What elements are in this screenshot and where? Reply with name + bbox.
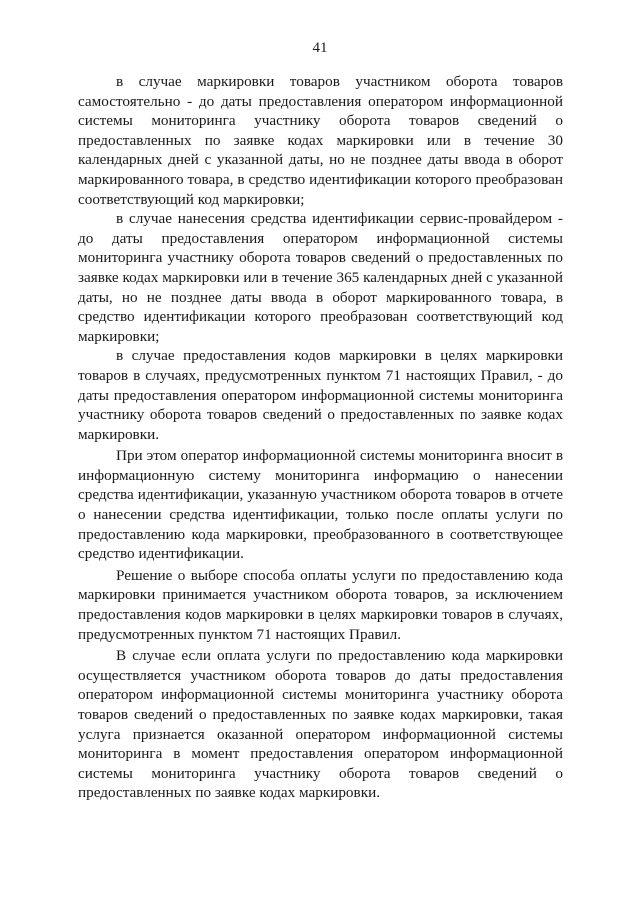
paragraph-payment-decision: Решение о выборе способа оплаты услуги по предоставлению кода маркировки принимается участником оборота товаров, за исключением предоставления кодов маркировки в целях маркировки товаров в случаях, предусмотренных пунктом 71 настоящих Правил. [78, 566, 563, 643]
document-body [78, 72, 563, 803]
paragraph-payment-before-date: В случае если оплата услуги по предоставлению кода маркировки осуществляется участником оборота товаров до даты предоставления оператором информационной системы мониторинга участнику оборота товаров сведений о предоставленных по заявке кодах маркировки, такая услуга признается оказанной оператором информационной системы мониторинга в момент предоставления оператором информационной системы мониторинга участнику оборота товаров сведений о предоставленных по заявке кодах маркировки. [78, 647, 563, 802]
paragraph-service-provider: в случае нанесения средства идентификации сервис-провайдером - до даты предоставления оператором информационной системы мониторинга участнику оборота товаров сведений о предоставленных по заявке кодах маркировки или в течение 365 календарных дней с указанной даты, но не позднее даты ввода в оборот маркированного товара, в средство идентификации которого преобразован соответствующий код маркировки; [78, 210, 563, 345]
page-number: 41 [312, 40, 328, 56]
paragraph-operator-entry: При этом оператор информационной системы мониторинга вносит в информационную систему мониторинга информацию о нанесении средства идентификации, указанную участником оборота товаров в отчете о нанесении средства идентификации, только после оплаты услуги по предоставлению кода маркировки, преобразованного в соответствующее средство идентификации. [78, 447, 563, 563]
paragraph-item-71: в случае предоставления кодов маркировки в целях маркировки товаров в случаях, предусмотренных пунктом 71 настоящих Правил, - до даты предоставления оператором информационной системы мониторинга участнику оборота товаров сведений о предоставленных по заявке кодах маркировки. [78, 347, 563, 443]
paragraph-self-marking: в случае маркировки товаров участником оборота товаров самостоятельно - до даты предоставления оператором информационной системы мониторинга участнику оборота товаров сведений о предоставленных по заявке кодах маркировки или в течение 30 календарных дней с указанной даты, но не позднее даты ввода в оборот маркированного товара, в средство идентификации которого преобразован соответствующий код маркировки; [78, 73, 563, 208]
